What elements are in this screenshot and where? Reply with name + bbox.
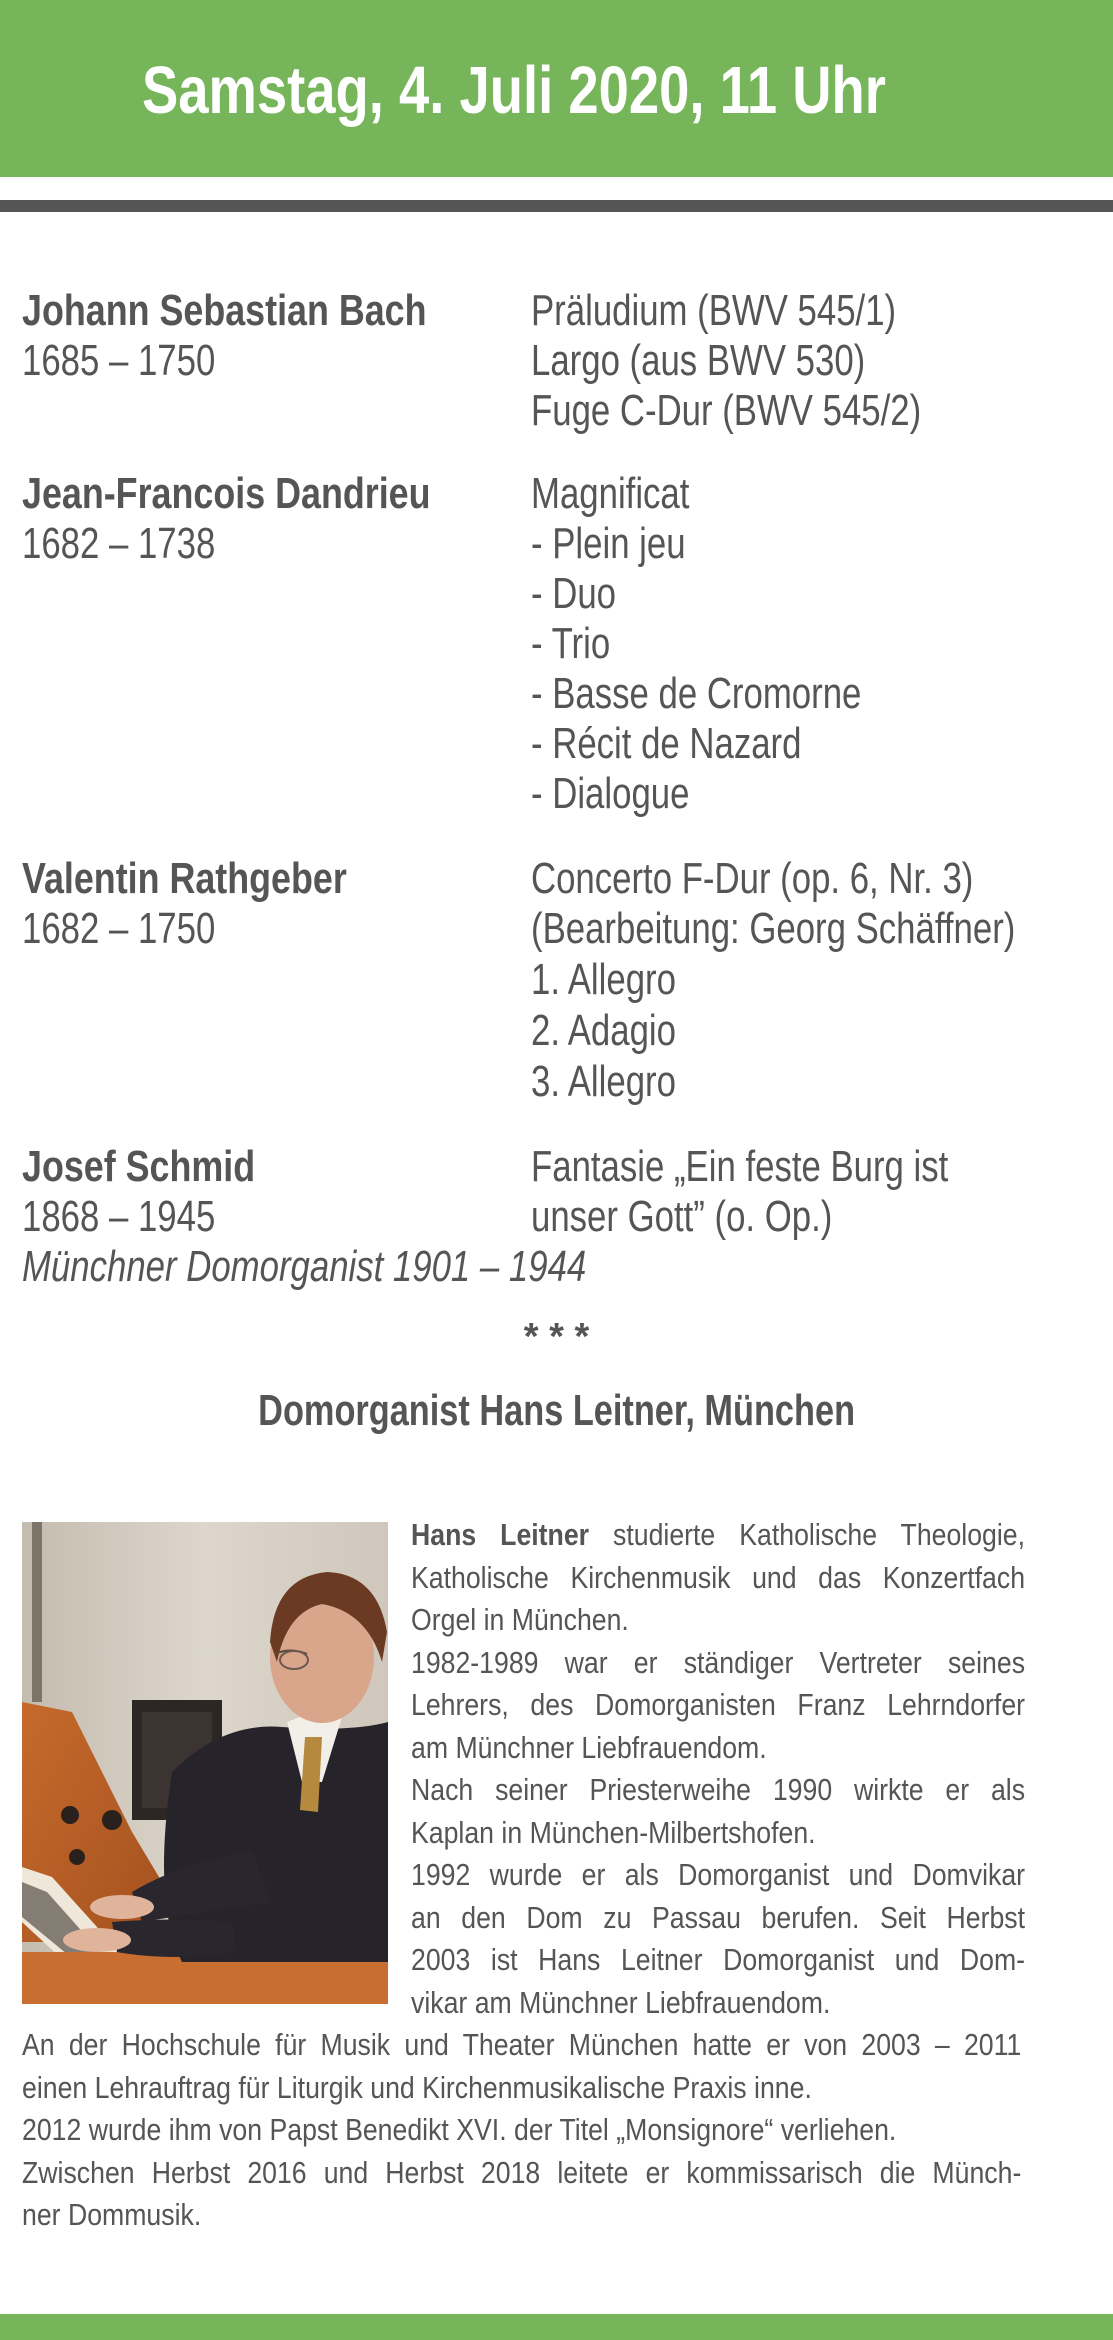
bio-line: einen Lehrauftrag für Liturgik und Kirchenmusikalische Praxis inne.	[22, 2070, 812, 2105]
composer-dates: 1685 – 1750	[22, 336, 216, 385]
composer-name: Johann Sebastian Bach	[22, 286, 427, 335]
separator-text: * * *	[523, 1316, 590, 1358]
performer-heading-text: Domorganist Hans Leitner, München	[258, 1386, 855, 1435]
composer-name: Jean-Francois Dandrieu	[22, 469, 431, 518]
event-date-title: Samstag, 4. Juli 2020, 11 Uhr	[142, 53, 886, 128]
performer-heading	[0, 1386, 1113, 1435]
bio-line: ner Dommusik.	[22, 2197, 202, 2232]
work-movement: 2. Adagio	[531, 1006, 676, 1055]
bio-line: 1982-1989 war er ständiger Vertreter seines	[411, 1645, 1026, 1680]
work-movement: - Récit de Nazard	[531, 719, 802, 768]
organist-photo-icon	[22, 1522, 388, 2004]
bio-line: Zwischen Herbst 2016 und Herbst 2018 leitete er kommissarisch die Münch-	[22, 2155, 1022, 2190]
bio-line: am Münchner Liebfrauendom.	[411, 1730, 767, 1765]
work-movement: 1. Allegro	[531, 955, 676, 1004]
date-header-bar	[0, 0, 1113, 177]
work-title: Magnificat	[531, 469, 690, 518]
work-movement: - Trio	[531, 619, 611, 668]
work-title: Largo (aus BWV 530)	[531, 336, 866, 385]
footer-bar	[0, 2314, 1113, 2340]
bio-line: 2003 ist Hans Leitner Domorganist und Dom-	[411, 1942, 1026, 1977]
work-movement: - Basse de Cromorne	[531, 669, 862, 718]
composer-dates: 1868 – 1945	[22, 1192, 216, 1241]
bio-line: An der Hochschule für Musik und Theater München hatte er von 2003 – 2011	[22, 2027, 1022, 2062]
performer-photo	[22, 1522, 388, 2004]
work-arrangement: (Bearbeitung: Georg Schäffner)	[531, 904, 1016, 953]
work-title: Concerto F-Dur (op. 6, Nr. 3)	[531, 854, 974, 903]
work-title: Präludium (BWV 545/1)	[531, 286, 897, 335]
bio-line: Katholische Kirchenmusik und das Konzertfach	[411, 1560, 1026, 1595]
work-movement: - Plein jeu	[531, 519, 686, 568]
bio-line: Kaplan in München-Milbertshofen.	[411, 1815, 816, 1850]
bio-name: Hans Leitner	[411, 1517, 590, 1552]
work-title: unser Gott” (o. Op.)	[531, 1192, 833, 1241]
composer-dates: 1682 – 1750	[22, 904, 216, 953]
bio-line: vikar am Münchner Liebfrauendom.	[411, 1985, 831, 2020]
bio-line: 1992 wurde er als Domorganist und Domvikar	[411, 1857, 1026, 1892]
bio-line: an den Dom zu Passau berufen. Seit Herbst	[411, 1900, 1026, 1935]
bio-line: Lehrers, des Domorganisten Franz Lehrndorfer	[411, 1687, 1026, 1722]
composer-name: Valentin Rathgeber	[22, 854, 347, 903]
work-movement: 3. Allegro	[531, 1057, 676, 1106]
bio-line	[411, 1519, 1025, 1550]
composer-note: Münchner Domorganist 1901 – 1944	[22, 1242, 587, 1291]
bio-line-text: studierte Katholische Theologie,	[589, 1517, 1026, 1552]
composer-name: Josef Schmid	[22, 1142, 256, 1191]
work-title: Fantasie „Ein feste Burg ist	[531, 1142, 949, 1191]
section-divider	[0, 200, 1113, 212]
work-title: Fuge C-Dur (BWV 545/2)	[531, 386, 922, 435]
bio-line: 2012 wurde ihm von Papst Benedikt XVI. der Titel „Monsignore“ verliehen.	[22, 2112, 897, 2147]
work-movement: - Duo	[531, 569, 616, 618]
work-movement: - Dialogue	[531, 769, 690, 818]
composer-dates: 1682 – 1738	[22, 519, 216, 568]
bio-line: Orgel in München.	[411, 1602, 629, 1637]
bio-line: Nach seiner Priesterweihe 1990 wirkte er als	[411, 1772, 1026, 1807]
separator-stars	[0, 1318, 1113, 1356]
